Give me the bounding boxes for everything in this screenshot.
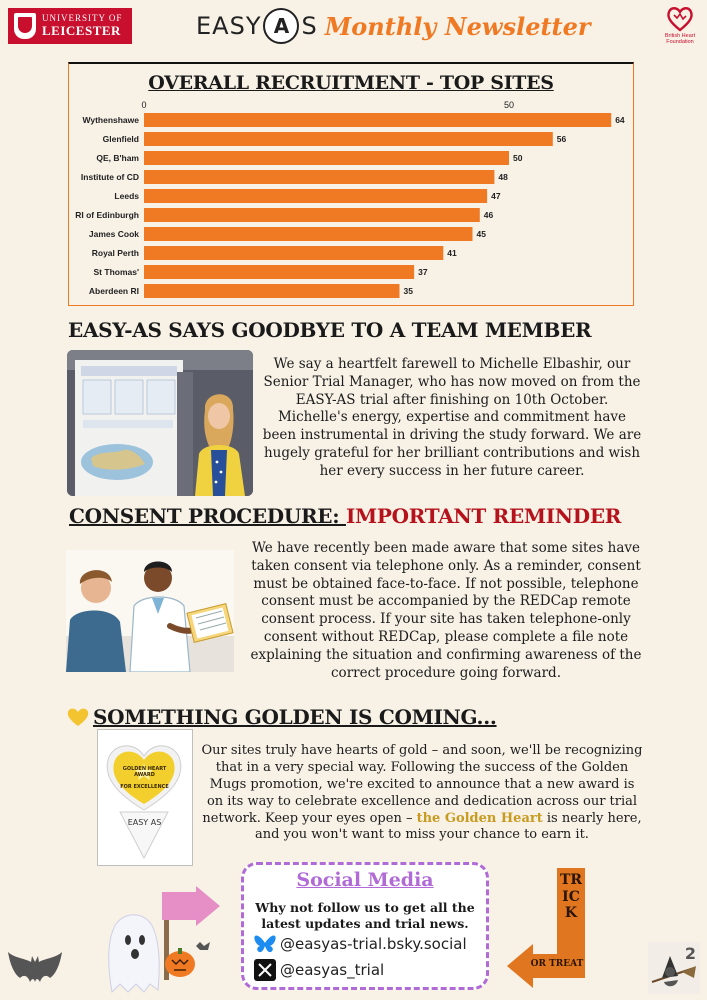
social-desc-line2: latest updates and trial news. [261, 916, 469, 932]
ghost-with-arrow-illustration [100, 880, 232, 994]
x-tick-label-1: 50 [503, 100, 515, 110]
bar [144, 170, 494, 184]
british-heart-foundation-logo [660, 6, 700, 50]
golden-heart-award-card [97, 729, 193, 866]
bat-icon [6, 948, 64, 990]
consent-text: We have recently been made aware that some sites have taken consent via telephone only. As a reminder, consent must be obtained face-to-face. If not possible, telephone consent must be accompanied by the REDCap remote consent process. If your site has taken telephone-only consent without REDCap, please complete a file note explaining the situation and confirming awareness of the correct procedure going forward. [250, 540, 642, 681]
bar [144, 284, 400, 298]
page-number: 2 [684, 944, 696, 963]
bar [144, 227, 473, 241]
bar-value-label: 37 [418, 267, 428, 277]
x-tick-label-0: 0 [141, 100, 147, 110]
brand-s: S [301, 12, 317, 40]
bar [144, 265, 414, 279]
heart-outline-icon [666, 6, 694, 32]
goodbye-heading: EASY-AS SAYS GOODBYE TO A TEAM MEMBER [68, 318, 592, 342]
bar [144, 189, 487, 203]
golden-heading-row [67, 705, 497, 729]
golden-heart-highlight: the Golden Heart [416, 810, 543, 826]
newsletter-title: Monthly Newsletter [324, 11, 591, 41]
consent-illustration [66, 550, 234, 672]
bluesky-icon [254, 933, 276, 955]
award-line3: FOR EXCELLENCE [120, 784, 169, 790]
or-treat-text: OR TREAT [530, 959, 584, 969]
golden-text: Our sites truly have hearts of gold – and soon, we'll be recognizing that in a very special way. Following the success of the Golden Mugs promotion, we're excited to announce that a new award is on its way to celebrate excellence and dedication across our trial network. Keep your eyes open – the Golden Heart is nearly here, and you won't want to miss your chance to earn it. [201, 743, 643, 843]
category-label: St Thomas' [93, 267, 139, 277]
category-label: Wythenshawe [82, 115, 139, 125]
michelle-photo [67, 350, 253, 496]
witch-page-badge [648, 942, 700, 994]
bar [144, 151, 509, 165]
consent-heading [69, 504, 621, 528]
bhf-line2: Foundation [666, 39, 694, 46]
trick-or-treat-sign [503, 866, 587, 994]
bar-value-label: 48 [498, 172, 508, 182]
award-card-brand: EASY AS [127, 818, 162, 827]
bar [144, 246, 443, 260]
bar-value-label: 45 [476, 229, 486, 239]
x-handle[interactable]: @easyas_trial [280, 961, 385, 979]
goodbye-text: We say a heartfelt farewell to Michelle Elbashir, our Senior Trial Manager, who has now moved on from the EASY-AS trial after finishing on 10th October. Michelle's energy, expertise and commitment have been instrumental in driving the study forward. We are hugely grateful for her brilliant contributions and wish her every success in her future career. [262, 356, 642, 479]
bar [144, 132, 553, 146]
consent-heading-part1: CONSENT PROCEDURE: [69, 504, 346, 528]
recruitment-bar-chart [69, 64, 635, 308]
trick-text: TRICK [559, 872, 583, 922]
bluesky-handle[interactable]: @easyas-trial.bsky.social [280, 935, 467, 953]
university-line2: LEICESTER [42, 22, 121, 38]
chart-title: OVERALL RECRUITMENT - TOP SITES [148, 72, 554, 94]
university-line1: UNIVERSITY OF [42, 13, 123, 24]
social-title: Social Media [296, 869, 434, 891]
shield-icon [14, 13, 36, 39]
category-label: Royal Perth [91, 248, 139, 258]
social-media-box [241, 862, 489, 990]
newsletter-masthead [196, 8, 591, 44]
yellow-heart-icon [67, 707, 89, 727]
consent-heading-part2: IMPORTANT REMINDER [345, 504, 622, 528]
category-label: Aberdeen RI [88, 286, 139, 296]
bar-value-label: 56 [556, 134, 567, 144]
bhf-line1: British Heart [664, 33, 696, 39]
university-of-leicester-logo [8, 8, 132, 44]
bar-value-label: 64 [615, 115, 625, 125]
award-line1: GOLDEN HEART [122, 766, 167, 772]
x-logo-icon [254, 959, 276, 981]
golden-heading: SOMETHING GOLDEN IS COMING... [93, 705, 497, 729]
bar-value-label: 35 [403, 286, 413, 296]
bar-value-label: 46 [483, 210, 494, 220]
category-label: Institute of CD [80, 172, 139, 182]
category-label: Leeds [114, 191, 139, 201]
bluesky-link[interactable] [254, 933, 467, 955]
bar-value-label: 50 [513, 153, 523, 163]
recruitment-chart [68, 62, 634, 306]
brand-easy: EASY [196, 12, 262, 40]
bar [144, 113, 611, 127]
bar [144, 208, 480, 222]
bar-value-label: 41 [447, 248, 457, 258]
bar-value-label: 47 [491, 191, 501, 201]
x-link[interactable] [254, 959, 384, 981]
category-label: James Cook [88, 229, 139, 239]
brand-a-circle: A [263, 8, 299, 44]
award-line2: AWARD [134, 772, 155, 778]
category-label: QE, B'ham [96, 153, 139, 163]
category-label: RI of Edinburgh [75, 210, 139, 220]
social-desc-line1: Why not follow us to get all the [255, 900, 475, 915]
category-label: Glenfield [102, 134, 139, 144]
